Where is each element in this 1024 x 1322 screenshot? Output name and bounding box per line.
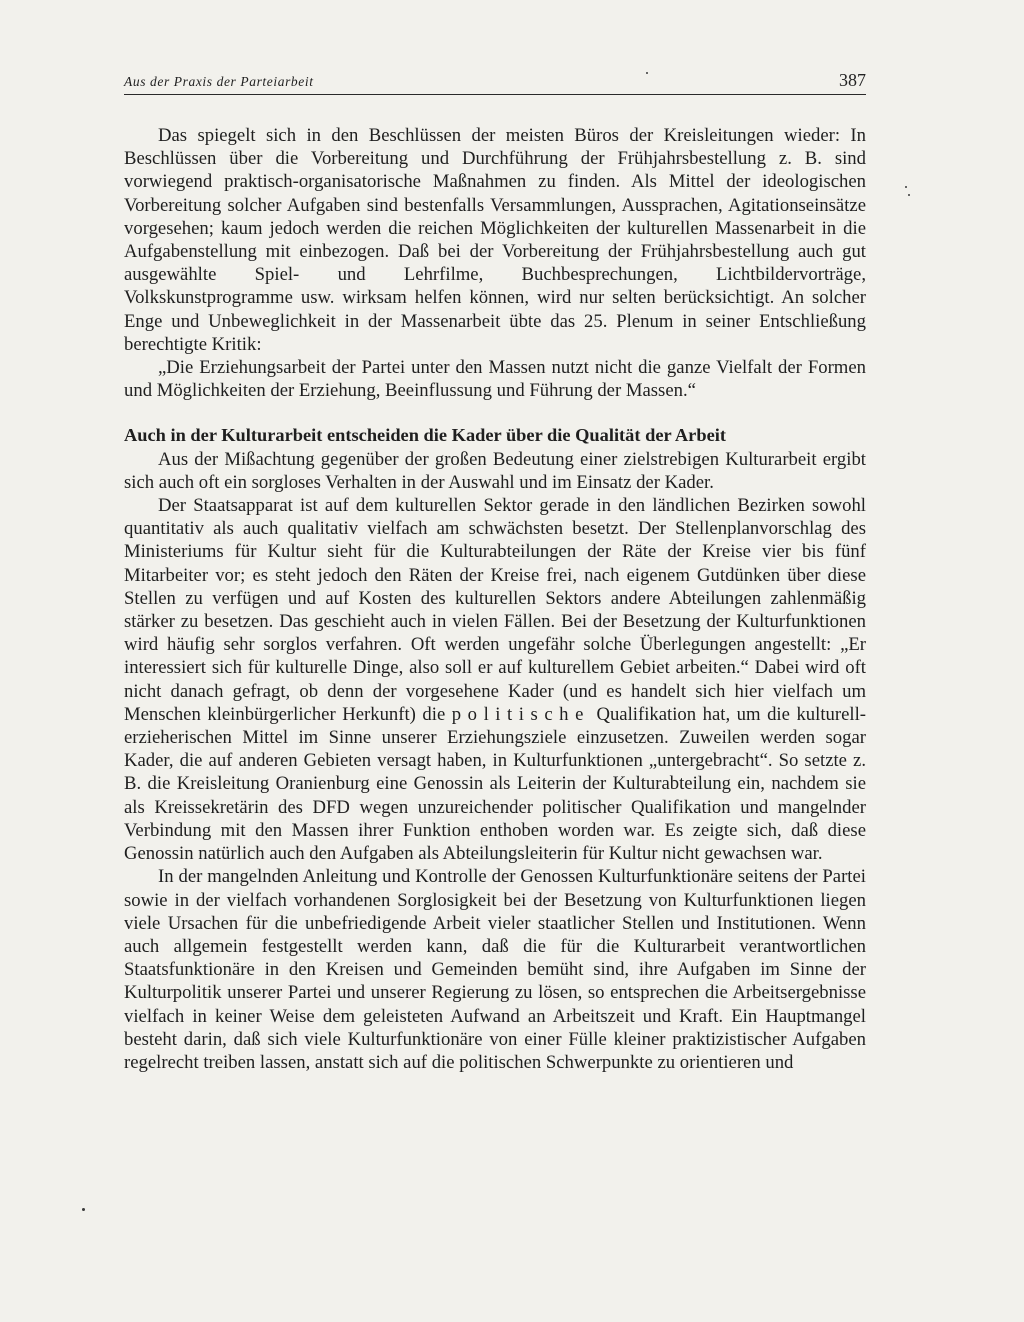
scan-speck [905, 186, 907, 188]
scan-speck [646, 72, 648, 74]
body-text [124, 124, 866, 1074]
paragraph-3 [124, 494, 866, 865]
paragraph-3-part-2: Qualifikation hat, um die kulturell-erzieherischen Mittel im Sinne unserer Erziehungsziele einzusetzen. Zuweilen werden sogar Kader, die auf anderen Gebieten versagt haben, in Kulturfunktionen „untergebracht“. So setzte z. B. die Kreisleitung Oranienburg eine Genossin als Leiterin der Kulturabteilung ein, nachdem sie als Kreissekretärin des DFD wegen unzureichender politischer Qualifikation und mangelnder Verbindung mit den Massen ihrer Funktion enthoben worden war. Es zeigte sich, daß diese Genossin natürlich auch den Aufgaben als Abteilungsleiterin für Kultur nicht gewachsen war. [124, 703, 866, 865]
paragraph-4: In der mangelnden Anleitung und Kontrolle der Genossen Kulturfunktionäre seitens der Partei sowie in der vielfach vorhandenen Sorglosigkeit bei der Besetzung von Kulturfunktionen liegen viele Ursachen für die unbefriedigende Arbeit vieler staatlicher Stellen und Institutionen. Wenn auch allgemein festgestellt werden kann, daß die für die Kulturarbeit verantwortlichen Staatsfunktionäre in den Kreisen und Gemeinden bemüht sind, ihre Aufgaben im Sinne der Kulturpolitik unserer Partei und unserer Regierung zu lösen, so entsprechen die Arbeitsergebnisse vielfach in keiner Weise dem geleisteten Aufwand an Arbeitszeit und Kraft. Ein Hauptmangel besteht darin, daß sich viele Kulturfunktionäre von einer Fülle kleiner praktizistischer Aufgaben regelrecht treiben lassen, anstatt sich auf die politischen Schwerpunkte zu orientieren und [124, 866, 866, 1073]
paragraph-3-part-1: Der Staatsapparat ist auf dem kulturellen Sektor gerade in den ländlichen Bezirken sowohl quantitativ als auch qualitativ vielfach am schwächsten besetzt. Der Stellenplanvorschlag des Ministeriums für Kultur sieht für die Kulturabteilungen der Räte der Kreise vier bis fünf Mitarbeiter vor; es steht jedoch den Räten der Kreise frei, nach eigenem Gutdünken über diese Stellen zu verfügen und auf Kosten des kulturellen Sektors andere Abteilungen zahlenmäßig stärker zu besetzen. Das geschieht auch in vielen Fällen. Bei der Besetzung der Kulturfunktionen wird häufig sehr sorglos verfahren. Oft werden ungefähr solche Überlegungen angestellt: „Er interessiert sich für kulturelle Dinge, also soll er auf kulturellem Gebiet arbeiten.“ Dabei wird oft nicht danach gefragt, ob denn der vorgesehene Kader (und es handelt sich hier vielfach um Menschen kleinbürgerlicher Herkunft) die [124, 495, 866, 725]
running-title: Aus der Praxis der Parteiarbeit [124, 74, 314, 89]
page-number: 387 [839, 70, 866, 90]
scan-speck [908, 194, 910, 196]
paragraph-1: Das spiegelt sich in den Beschlüssen der meisten Büros der Kreisleitungen wieder: In Beschlüssen über die Vorbereitung und Durchführung der Frühjahrsbestellung z. B. sind vorwiegend praktisch-organisatorische Maßnahmen zu finden. Als Mittel der ideologischen Vorbereitung solcher Aufgaben sind bestenfalls Versammlungen, Aussprachen, Agitationseinsätze vorgesehen; kaum jedoch werden die reichen Möglichkeiten der kulturellen Massenarbeit in die Aufgabenstellung mit einbezogen. Daß bei der Vorbereitung der Frühjahrsbestellung auch gut ausgewählte Spiel- und Lehrfilme, Buchbesprechungen, Lichtbildervorträge, Volkskunstprogramme usw. wirksam helfen können, wird nur selten berücksichtigt. An solcher Enge und Unbeweglichkeit in der Massenarbeit übte das 25. Plenum in seiner Entschließung berechtigte Kritik: [124, 125, 866, 355]
scan-speck [82, 1208, 85, 1211]
section-heading: Auch in der Kulturarbeit entscheiden die Kader über die Qualität der Arbeit [124, 425, 726, 446]
paragraph-2: Aus der Mißachtung gegenüber der großen Bedeutung einer zielstrebigen Kulturarbeit ergibt sich auch oft ein sorgloses Verhalten in der Auswahl und im Einsatz der Kader. [124, 448, 866, 493]
emphasis-politische: politische [451, 703, 590, 725]
running-header [124, 70, 866, 95]
plenum-quote: „Die Erziehungsarbeit der Partei unter den Massen nutzt nicht die ganze Vielfalt der Formen und Möglichkeiten der Erziehung, Beeinflussung und Führung der Massen.“ [124, 357, 866, 402]
